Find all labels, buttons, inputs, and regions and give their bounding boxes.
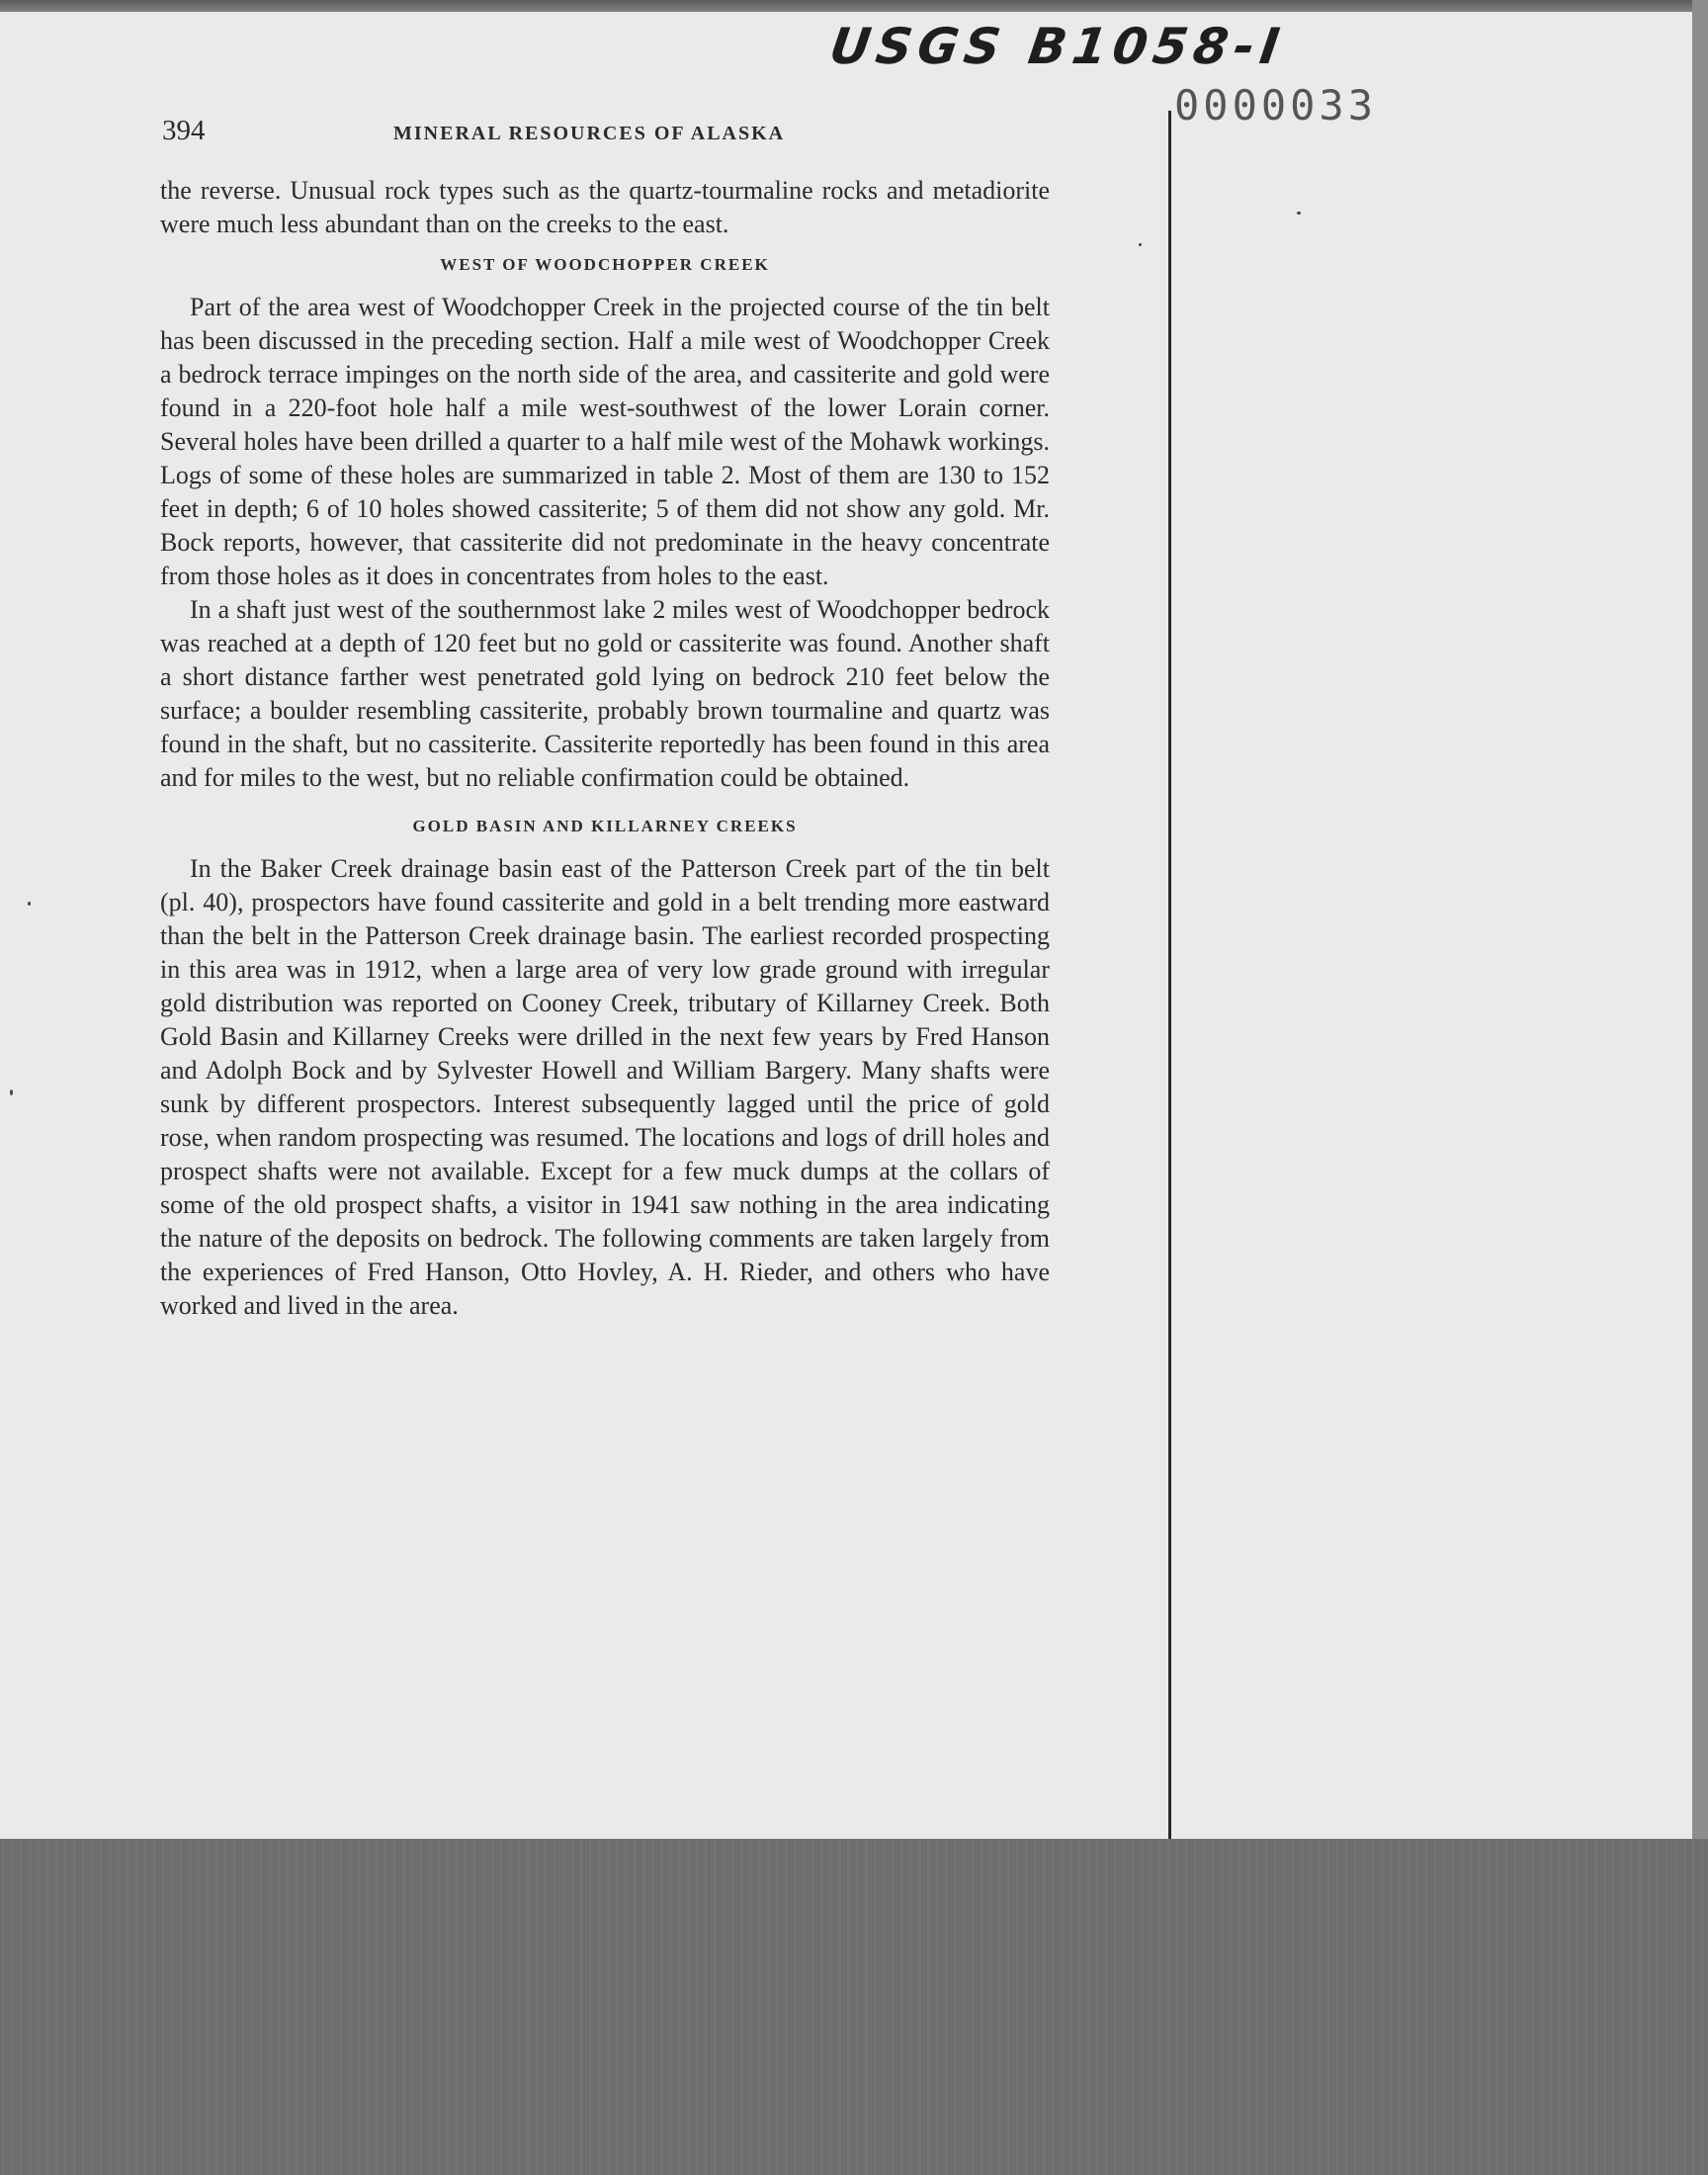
intro-paragraph: the reverse. Unusual rock types such as the quartz-tourmaline rocks and metadiorite were much less abundant than on the creeks to the east. <box>160 176 1050 238</box>
paragraph: Part of the area west of Woodchopper Creek in the projected course of the tin belt has been discussed in the preceding section. Half a mile west of Woodchopper Creek a bedrock terrace impinges on the north side of the area, and cassiterite and gold were found in a 220-foot hole half a mile west-southwest of the lower Lorain corner. Several holes have been drilled a quarter to a half mile west of the Mohawk workings. Logs of some of these holes are summarized in table 2. Most of them are 130 to 152 feet in depth; 6 of 10 holes showed cassiterite; 5 of them did not show any gold. Mr. Bock reports, however, that cassiterite did not predominate in the heavy concentrate from those holes as it does in concentrates from holes to the east. <box>160 293 1050 590</box>
section-heading-west-of-woodchopper: WEST OF WOODCHOPPER CREEK <box>440 255 770 274</box>
scan-speck <box>1297 212 1301 215</box>
running-title: MINERAL RESOURCES OF ALASKA <box>393 123 786 144</box>
left-page-header <box>160 109 1050 150</box>
scan-speck <box>10 1089 13 1095</box>
scan-speck <box>1139 243 1142 246</box>
scan-speck <box>28 902 31 906</box>
scanner-background <box>0 1839 1708 2175</box>
page-stamp-number: 0000033 <box>1174 81 1378 130</box>
page-number: 394 <box>162 115 206 146</box>
paragraph: In a shaft just west of the southernmost lake 2 miles west of Woodchopper bedrock was reached at a depth of 120 feet but no gold or cassiterite was found. Another shaft a short distance farther west penetrated gold lying on bedrock 210 feet below the surface; a boulder resembling cassiterite, probably brown tourmaline and quartz was found in the shaft, but no cassiterite. Cassiterite reportedly has been found in this area and for miles to the west, but no reliable confirmation could be obtained. <box>160 595 1050 792</box>
scanner-right-edge <box>1692 0 1708 1839</box>
page-gutter-divider <box>1168 111 1171 1839</box>
section-heading-gold-basin: GOLD BASIN AND KILLARNEY CREEKS <box>412 817 798 835</box>
handwritten-reference: USGS B1058-I <box>825 18 1289 75</box>
paragraph: In the Baker Creek drainage basin east of the Patterson Creek part of the tin belt (pl. 40), prospectors have found cassiterite and gold in a belt trending more eastward than the belt in the Patterson Creek drainage basin. The earliest recorded prospecting in this area was in 1912, when a large area of very low grade ground with irregular gold distribution was reported on Cooney Creek, tributary of Killarney Creek. Both Gold Basin and Killarney Creeks were drilled in the next few years by Fred Hanson and Adolph Bock and by Sylvester Howell and William Bargery. Many shafts were sunk by different prospectors. Interest subsequently lagged until the price of gold rose, when random prospecting was resumed. The locations and logs of drill holes and prospect shafts were not available. Except for a few muck dumps at the collars of some of the old prospect shafts, a visitor in 1941 saw nothing in the area indicating the nature of the deposits on bedrock. The following comments are taken largely from the experiences of Fred Hanson, Otto Hovley, A. H. Rieder, and others who have worked and lived in the area. <box>160 854 1050 1320</box>
left-page <box>160 109 1050 1323</box>
